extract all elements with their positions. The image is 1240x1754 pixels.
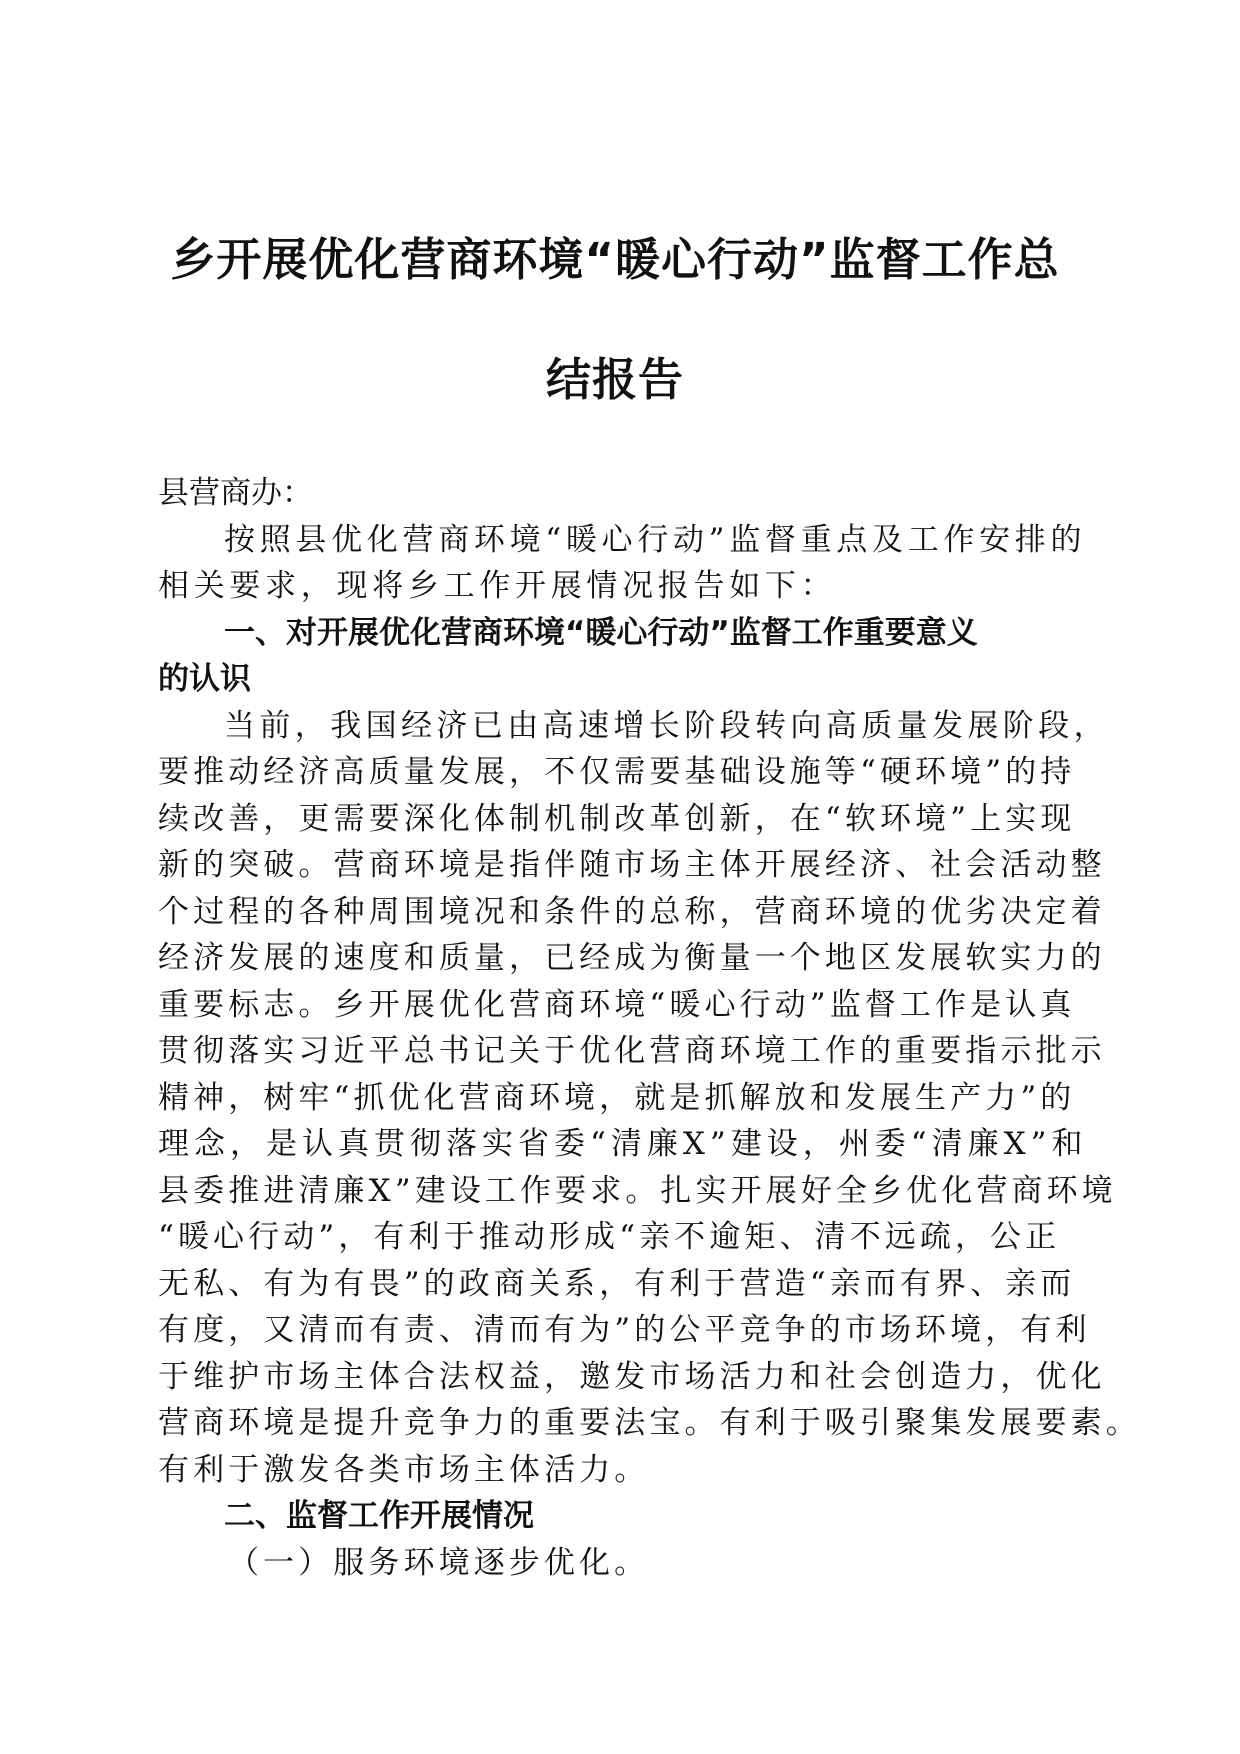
paragraph-line: 营商环境是提升竞争力的重要法宝。有利于吸引聚集发展要素。 [158,1405,1141,1441]
paragraph-line: 精神，树牢“抓优化营商环境，就是抓解放和发展生产力”的 [158,1079,1076,1116]
paragraph-line: 无私、有为有畏”的政商关系，有利于营造“亲而有界、亲而 [158,1265,1076,1302]
paragraph-line: 理念，是认真贯彻落实省委“清廉X”建设，州委“清廉X”和 [158,1126,1088,1162]
paragraph-line: 续改善，更需要深化体制机制改革创新，在“软环境”上实现 [158,800,1076,837]
section-heading: 二、监督工作开展情况 [224,1498,534,1534]
paragraph-line: 有度，又清而有责、清而有为”的公平竞争的市场环境，有利 [158,1312,1091,1348]
title-line-1: 乡开展优化营商环境“暖心行动”监督工作总 [170,233,1060,286]
document-body [158,470,1141,1586]
paragraph-line: 新的突破。营商环境是指伴随市场主体开展经济、社会活动整 [158,847,1106,883]
salutation: 县营商办： [158,475,313,511]
subsection-heading: （一）服务环境逐步优化。 [228,1544,650,1581]
paragraph-line: 相关要求，现将乡工作开展情况报告如下： [158,568,837,604]
section-heading: 一、对开展优化营商环境“暖心行动”监督工作重要意义 [224,614,978,651]
paragraph-line: 有利于激发各类市场主体活力。 [158,1451,650,1488]
paragraph-line: 当前，我国经济已由高速增长阶段转向高质量发展阶段， [224,707,1109,744]
paragraph-line: “暖心行动”，有利于推动形成“亲不逾矩、清不远疏，公正 [158,1219,1061,1255]
paragraph-line: 贯彻落实习近平总书记关于优化营商环境工作的重要指示批示 [158,1033,1106,1069]
paragraph-line: 经济发展的速度和质量，已经成为衡量一个地区发展软实力的 [158,940,1106,976]
paragraph-line: 按照县优化营商环境“暖心行动”监督重点及工作安排的 [224,521,1087,558]
paragraph-line: 于维护市场主体合法权益，邀发市场活力和社会创造力，优化 [158,1358,1106,1395]
paragraph-line: 县委推进清廉X”建设工作要求。扎实开展好全乡优化营商环境 [158,1172,1117,1209]
paragraph-line: 要推动经济高质量发展，不仅需要基础设施等“硬环境”的持 [158,754,1076,790]
title-line-2: 结报告 [545,353,684,406]
paragraph-line: 重要标志。乡开展优化营商环境“暖心行动”监督工作是认真 [158,986,1076,1023]
section-heading: 的认识 [158,661,251,697]
paragraph-line: 个过程的各种周围境况和条件的总称，营商环境的优劣决定着 [158,893,1106,930]
